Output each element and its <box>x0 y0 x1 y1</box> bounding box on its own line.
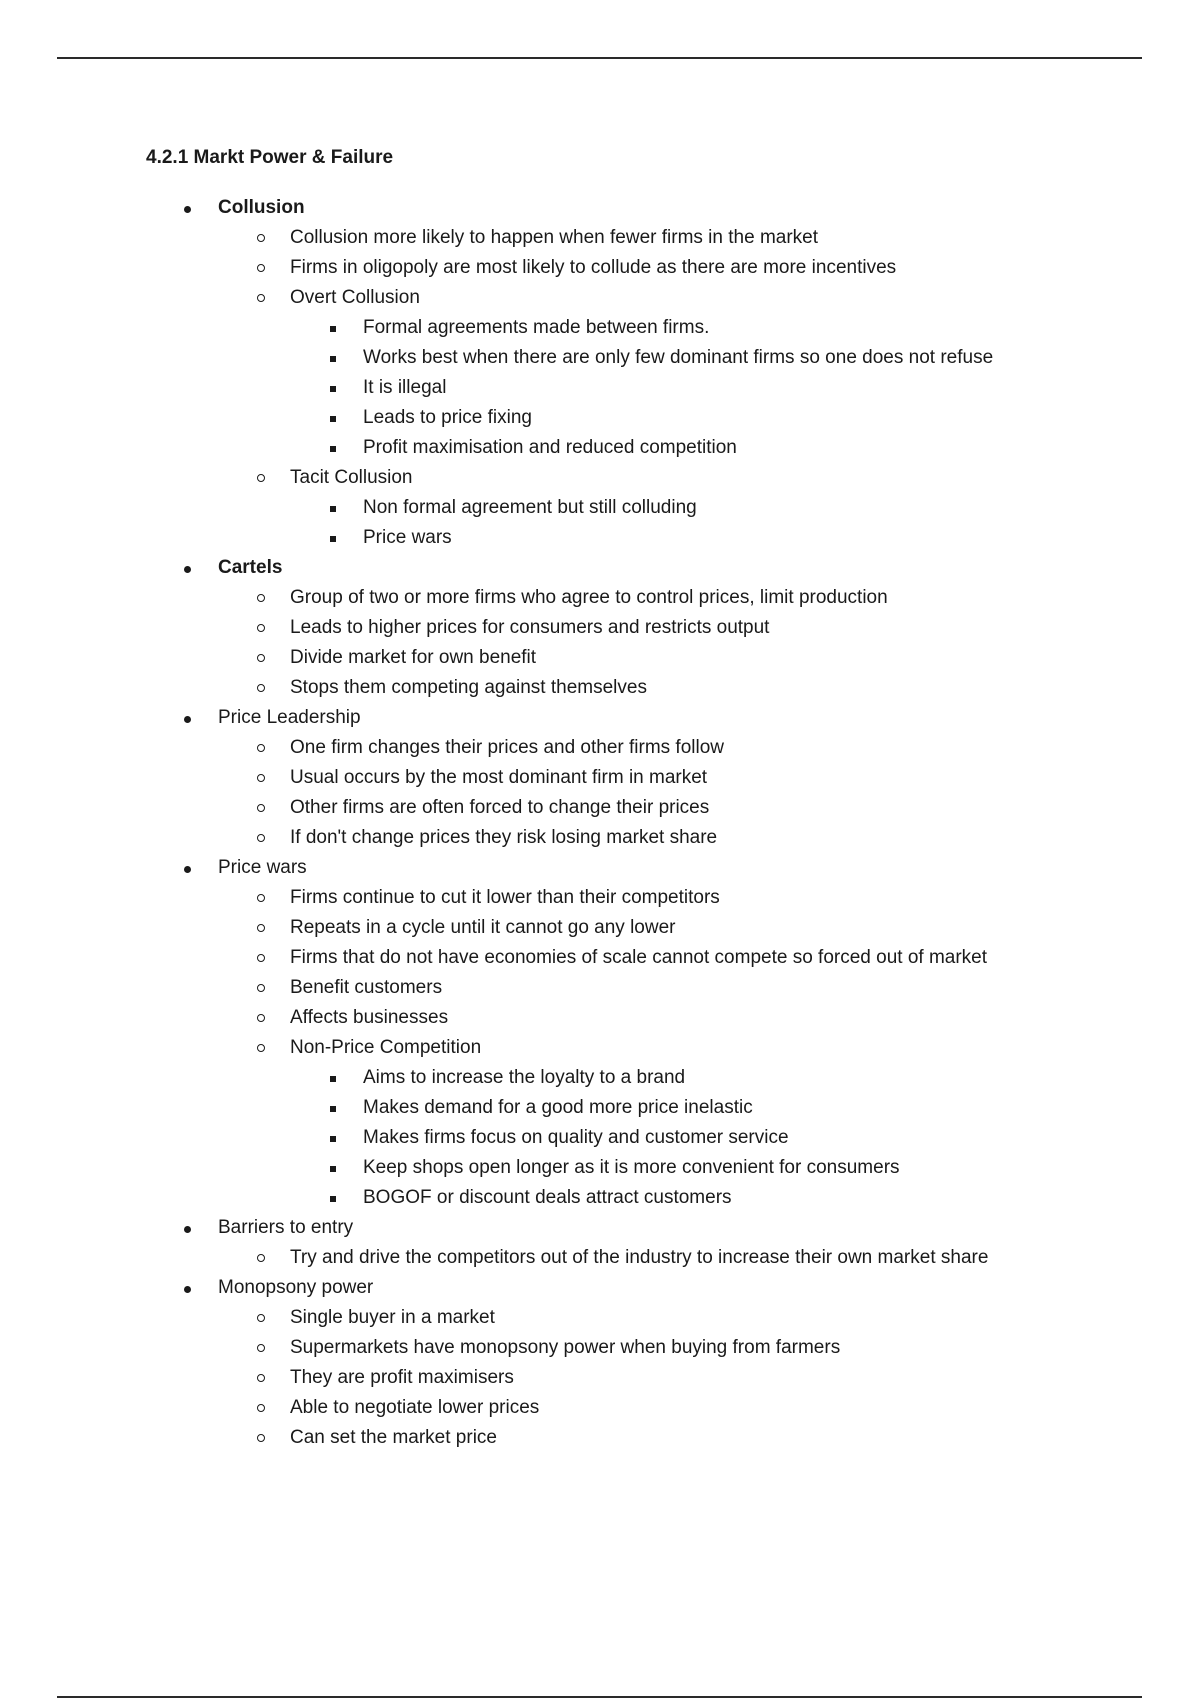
detail-item-text: Price wars <box>363 527 452 548</box>
outline-section <box>0 553 1200 703</box>
square-bullet-icon <box>323 1123 343 1153</box>
outline-section <box>0 853 1200 1213</box>
list-item-text: Try and drive the competitors out of the industry to increase their own market share <box>290 1247 989 1268</box>
square-bullet-icon <box>323 433 343 463</box>
list-item <box>0 523 1200 553</box>
square-bullet-icon <box>323 1093 343 1123</box>
list-item-text: Tacit Collusion <box>290 467 413 488</box>
section-heading: Cartels <box>218 557 283 578</box>
disc-bullet-icon <box>177 1273 197 1303</box>
square-bullet-icon <box>323 493 343 523</box>
list-item <box>0 763 1200 793</box>
circle-bullet-icon <box>251 1033 271 1063</box>
disc-bullet-icon <box>177 1213 197 1243</box>
circle-bullet-icon <box>251 283 271 313</box>
subitem-list <box>0 733 1200 853</box>
detail-item-text: Profit maximisation and reduced competition <box>363 437 737 458</box>
detail-list <box>0 1063 1200 1213</box>
disc-bullet-icon <box>177 853 197 883</box>
list-item <box>0 463 1200 553</box>
detail-list <box>0 493 1200 553</box>
list-item <box>0 1363 1200 1393</box>
circle-bullet-icon <box>251 973 271 1003</box>
list-item <box>0 1063 1200 1093</box>
list-item <box>0 673 1200 703</box>
circle-bullet-icon <box>251 643 271 673</box>
list-item-text: Group of two or more firms who agree to control prices, limit production <box>290 587 888 608</box>
list-item <box>0 223 1200 253</box>
list-item <box>0 1033 1200 1213</box>
circle-bullet-icon <box>251 1333 271 1363</box>
circle-bullet-icon <box>251 253 271 283</box>
list-item <box>0 1393 1200 1423</box>
list-item-text: They are profit maximisers <box>290 1367 514 1388</box>
list-item-text: Single buyer in a market <box>290 1307 495 1328</box>
list-item <box>0 943 1200 973</box>
list-item-text: Leads to higher prices for consumers and restricts output <box>290 617 770 638</box>
list-item <box>0 1183 1200 1213</box>
circle-bullet-icon <box>251 883 271 913</box>
list-item-text: Non-Price Competition <box>290 1037 482 1058</box>
subitem-list <box>0 583 1200 703</box>
circle-bullet-icon <box>251 613 271 643</box>
list-item <box>0 913 1200 943</box>
list-item-text: Repeats in a cycle until it cannot go any lower <box>290 917 676 938</box>
square-bullet-icon <box>323 1153 343 1183</box>
outline-section <box>0 1213 1200 1273</box>
subitem-list <box>0 223 1200 553</box>
list-item-text: Firms that do not have economies of scale cannot compete so forced out of market <box>290 947 988 968</box>
list-item <box>0 403 1200 433</box>
list-item-text: Other firms are often forced to change their prices <box>290 797 710 818</box>
square-bullet-icon <box>323 1063 343 1093</box>
section-heading: Barriers to entry <box>218 1217 354 1238</box>
circle-bullet-icon <box>251 733 271 763</box>
circle-bullet-icon <box>251 223 271 253</box>
section-heading: Collusion <box>218 197 305 218</box>
circle-bullet-icon <box>251 823 271 853</box>
section-heading: Price wars <box>218 857 307 878</box>
list-item <box>0 1153 1200 1183</box>
disc-bullet-icon <box>177 553 197 583</box>
circle-bullet-icon <box>251 1363 271 1393</box>
circle-bullet-icon <box>251 463 271 493</box>
list-item-text: Firms in oligopoly are most likely to collude as there are more incentives <box>290 257 897 278</box>
disc-bullet-icon <box>177 193 197 223</box>
square-bullet-icon <box>323 403 343 433</box>
list-item <box>0 973 1200 1003</box>
circle-bullet-icon <box>251 1003 271 1033</box>
list-item <box>0 583 1200 613</box>
square-bullet-icon <box>323 523 343 553</box>
detail-item-text: Formal agreements made between firms. <box>363 317 710 338</box>
list-item <box>0 823 1200 853</box>
circle-bullet-icon <box>251 943 271 973</box>
subitem-list <box>0 883 1200 1213</box>
page-title: 4.2.1 Markt Power & Failure <box>146 147 394 168</box>
subitem-list <box>0 1303 1200 1453</box>
detail-item-text: Works best when there are only few dominant firms so one does not refuse <box>363 347 994 368</box>
list-item <box>0 373 1200 403</box>
subitem-list <box>0 1243 1200 1273</box>
footer-rule <box>57 1696 1142 1698</box>
circle-bullet-icon <box>251 1303 271 1333</box>
detail-item-text: BOGOF or discount deals attract customers <box>363 1187 732 1208</box>
list-item-text: Affects businesses <box>290 1007 449 1028</box>
circle-bullet-icon <box>251 763 271 793</box>
detail-item-text: Makes demand for a good more price inelastic <box>363 1097 753 1118</box>
list-item <box>0 253 1200 283</box>
list-item <box>0 1303 1200 1333</box>
list-item-text: One firm changes their prices and other firms follow <box>290 737 725 758</box>
list-item <box>0 493 1200 523</box>
list-item <box>0 883 1200 913</box>
list-item <box>0 343 1200 373</box>
outline-section <box>0 193 1200 553</box>
square-bullet-icon <box>323 313 343 343</box>
list-item-text: Collusion more likely to happen when fewer firms in the market <box>290 227 819 248</box>
list-item-text: Divide market for own benefit <box>290 647 537 668</box>
section-heading: Price Leadership <box>218 707 361 728</box>
list-item <box>0 1003 1200 1033</box>
list-item-text: If don't change prices they risk losing market share <box>290 827 718 848</box>
list-item-text: Benefit customers <box>290 977 443 998</box>
circle-bullet-icon <box>251 673 271 703</box>
list-item-text: Overt Collusion <box>290 287 420 308</box>
circle-bullet-icon <box>251 913 271 943</box>
square-bullet-icon <box>323 1183 343 1213</box>
list-item-text: Stops them competing against themselves <box>290 677 647 698</box>
circle-bullet-icon <box>251 1243 271 1273</box>
list-item <box>0 733 1200 763</box>
list-item <box>0 613 1200 643</box>
list-item-text: Firms continue to cut it lower than their competitors <box>290 887 720 908</box>
list-item-text: Can set the market price <box>290 1427 497 1448</box>
detail-item-text: Makes firms focus on quality and customer service <box>363 1127 789 1148</box>
list-item <box>0 1243 1200 1273</box>
list-item <box>0 433 1200 463</box>
list-item <box>0 283 1200 463</box>
list-item <box>0 313 1200 343</box>
list-item <box>0 1423 1200 1453</box>
list-item <box>0 1123 1200 1153</box>
circle-bullet-icon <box>251 1393 271 1423</box>
detail-item-text: Non formal agreement but still colluding <box>363 497 697 518</box>
circle-bullet-icon <box>251 1423 271 1453</box>
section-heading: Monopsony power <box>218 1277 374 1298</box>
header-rule <box>57 57 1142 59</box>
list-item <box>0 1093 1200 1123</box>
list-item <box>0 793 1200 823</box>
detail-list <box>0 313 1200 463</box>
outline-list <box>0 193 1200 1453</box>
outline-section <box>0 1273 1200 1453</box>
detail-item-text: Keep shops open longer as it is more convenient for consumers <box>363 1157 900 1178</box>
list-item <box>0 1333 1200 1363</box>
detail-item-text: Leads to price fixing <box>363 407 532 428</box>
square-bullet-icon <box>323 373 343 403</box>
square-bullet-icon <box>323 343 343 373</box>
list-item-text: Usual occurs by the most dominant firm in market <box>290 767 708 788</box>
outline-section <box>0 703 1200 853</box>
disc-bullet-icon <box>177 703 197 733</box>
circle-bullet-icon <box>251 793 271 823</box>
list-item-text: Supermarkets have monopsony power when buying from farmers <box>290 1337 841 1358</box>
list-item <box>0 643 1200 673</box>
circle-bullet-icon <box>251 583 271 613</box>
list-item-text: Able to negotiate lower prices <box>290 1397 540 1418</box>
detail-item-text: Aims to increase the loyalty to a brand <box>363 1067 686 1088</box>
detail-item-text: It is illegal <box>363 377 447 398</box>
